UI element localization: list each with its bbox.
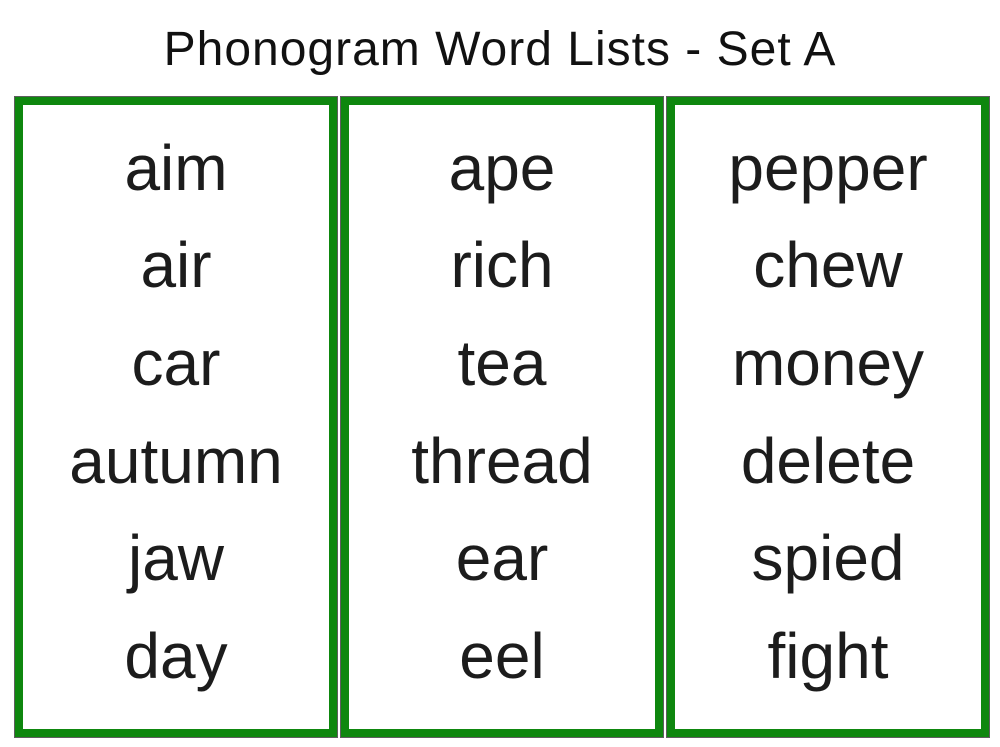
- word-item: delete: [740, 424, 916, 497]
- word-item: air: [140, 229, 212, 302]
- word-card-1: [15, 97, 337, 737]
- word-item: aim: [124, 131, 228, 204]
- word-item: jaw: [127, 522, 225, 595]
- word-item: spied: [751, 522, 905, 595]
- word-item: fight: [767, 620, 889, 693]
- word-card-2: [341, 97, 663, 737]
- word-item: autumn: [69, 424, 283, 497]
- word-item: eel: [459, 620, 545, 693]
- page-title: Phonogram Word Lists - Set A: [163, 23, 837, 76]
- word-item: day: [124, 620, 228, 693]
- word-item: chew: [753, 229, 903, 302]
- word-item: money: [731, 327, 925, 400]
- word-item: car: [131, 327, 221, 400]
- word-item: tea: [457, 327, 547, 400]
- word-item: ear: [455, 522, 549, 595]
- word-item: rich: [450, 229, 554, 302]
- word-item: pepper: [728, 131, 928, 204]
- word-card-3: [667, 97, 989, 737]
- word-cards-row: [15, 97, 989, 737]
- word-item: ape: [448, 131, 556, 204]
- word-item: thread: [411, 424, 593, 497]
